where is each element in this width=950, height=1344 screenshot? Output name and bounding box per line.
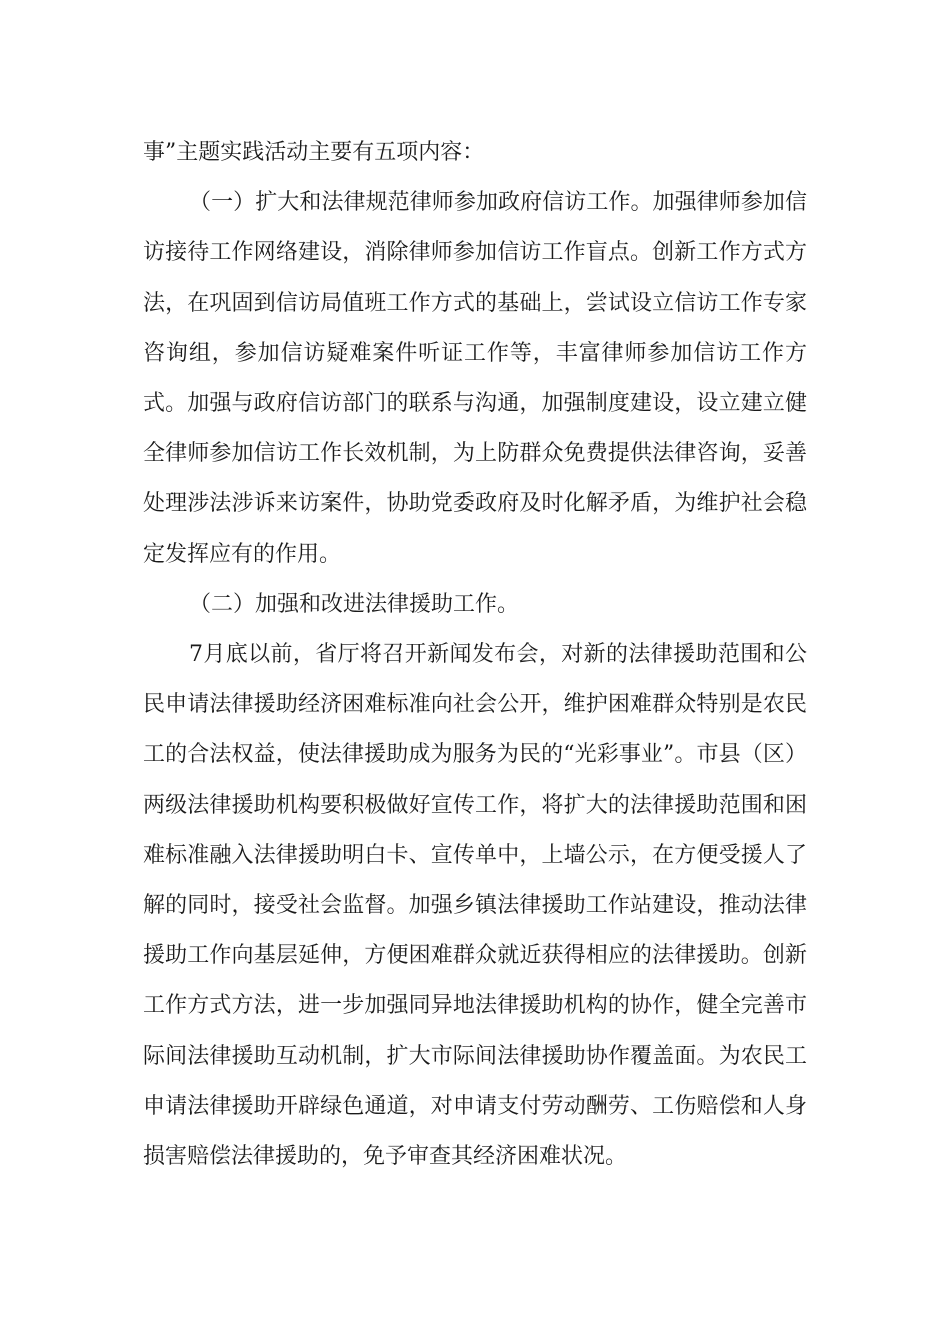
paragraph-intro-continuation: 事”主题实践活动主要有五项内容： bbox=[143, 140, 485, 165]
paragraph-item-one: （一）扩大和法律规范律师参加政府信访工作。加强律师参加信访接待工作网络建设，消除律师参加信访工作盲点。创新工作方式方法，在巩固到信访局值班工作方式的基础上，尝试设立信访工作专家咨询组，参加信访疑难案件听证工作等，丰富律师参加信访工作方式。加强与政府信访部门的联系与沟通，加强制度建设，设立建立健全律师参加信访工作长效机制，为上防群众免费提供法律咨询，妥善处理涉法涉诉来访案件，协助党委政府及时化解矛盾，为维护社会稳定发挥应有的作用。 bbox=[143, 190, 807, 567]
document-body bbox=[143, 128, 807, 1182]
paragraph-item-two-heading: （二）加强和改进法律援助工作。 bbox=[189, 591, 520, 617]
paragraph-legal-aid-details: 7月底以前，省厅将召开新闻发布会，对新的法律援助范围和公民申请法律援助经济困难标准向社会公开，维护困难群众特别是农民工的合法权益，使法律援助成为服务为民的“光彩事业”。市县（区）两级法律援助机构要积极做好宣传工作，将扩大的法律援助范围和困难标准融入法律援助明白卡、宣传单中，上墙公示，在方便受援人了解的同时，接受社会监督。加强乡镇法律援助工作站建设，推动法律援助工作向基层延伸，方便困难群众就近获得相应的法律援助。创新工作方式方法，进一步加强同异地法律援助机构的协作，健全完善市际间法律援助互动机制，扩大市际间法律援助协作覆盖面。为农民工申请法律援助开辟绿色通道，对申请支付劳动酬劳、工伤赔偿和人身损害赔偿法律援助的，免予审查其经济困难状况。 bbox=[143, 642, 807, 1170]
